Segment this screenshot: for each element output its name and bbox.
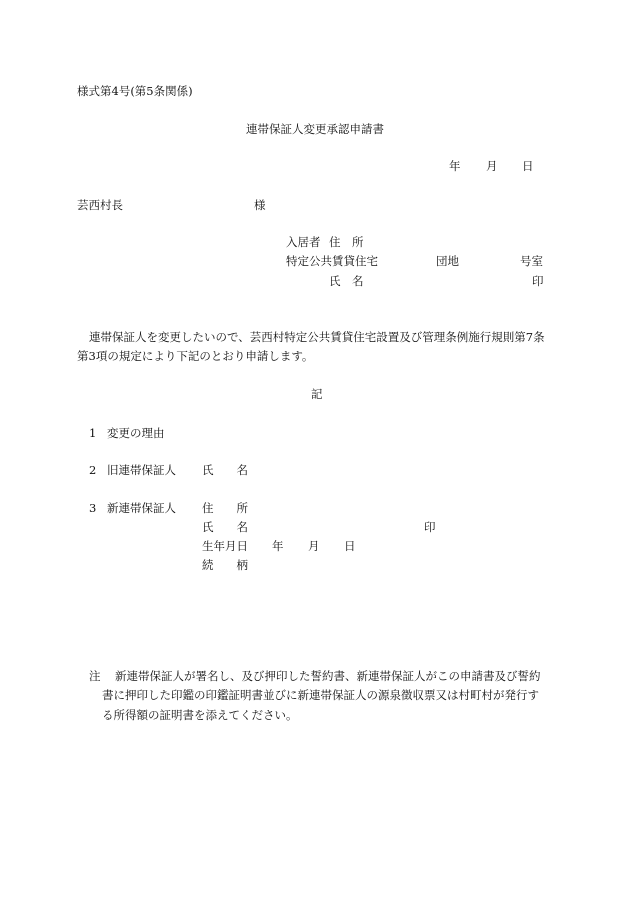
note-marker: 注: [89, 669, 101, 683]
item-1-number: 1: [89, 426, 97, 440]
applicant-seal: 印: [532, 274, 544, 288]
addressee-name: 芸西村長: [77, 198, 123, 212]
item-3-number: 3: [89, 501, 97, 515]
date-year: 年: [449, 159, 461, 173]
note-line-3: る所得額の証明書を添えてください。: [102, 708, 298, 722]
item-2-name-label: 氏 名: [202, 463, 248, 477]
item-3-relation-label: 続 柄: [202, 558, 248, 572]
resident-label: 入居者: [286, 235, 321, 249]
housing-label: 特定公共賃貸住宅: [286, 254, 378, 268]
body-line-2: 第3項の規定により下記のとおり申請します。: [77, 349, 314, 363]
item-3-address-label: 住 所: [202, 501, 248, 515]
item-2-number: 2: [89, 463, 97, 477]
room-label: 号室: [520, 254, 543, 268]
item-3-month: 月: [308, 539, 320, 553]
body-line-1: 連帯保証人を変更したいので、芸西村特定公共賃貸住宅設置及び管理条例施行規則第7条: [89, 330, 545, 344]
date-month: 月: [486, 159, 498, 173]
item-2-label: 旧連帯保証人: [107, 463, 176, 477]
address-label: 住 所: [329, 235, 364, 249]
item-1-label: 変更の理由: [107, 426, 165, 440]
applicant-name-label: 氏 名: [329, 274, 364, 288]
note-line-1: 新連帯保証人が署名し、及び押印した誓約書、新連帯保証人がこの申請書及び誓約: [115, 669, 541, 683]
item-3-day: 日: [344, 539, 356, 553]
note-line-2: 書に押印した印鑑の印鑑証明書並びに新連帯保証人の源泉徴収票又は村町村が発行す: [102, 688, 539, 702]
item-3-label: 新連帯保証人: [107, 501, 176, 515]
date-day: 日: [522, 159, 534, 173]
item-3-birthdate-label: 生年月日: [202, 539, 248, 553]
document-title: 連帯保証人変更承認申請書: [246, 122, 384, 136]
complex-label: 団地: [436, 254, 459, 268]
addressee-honorific: 様: [254, 198, 266, 212]
item-3-year: 年: [272, 539, 284, 553]
item-3-name-label: 氏 名: [202, 520, 248, 534]
item-3-seal: 印: [424, 520, 436, 534]
form-number: 様式第4号(第5条関係): [77, 84, 193, 98]
ki-heading: 記: [311, 387, 323, 401]
